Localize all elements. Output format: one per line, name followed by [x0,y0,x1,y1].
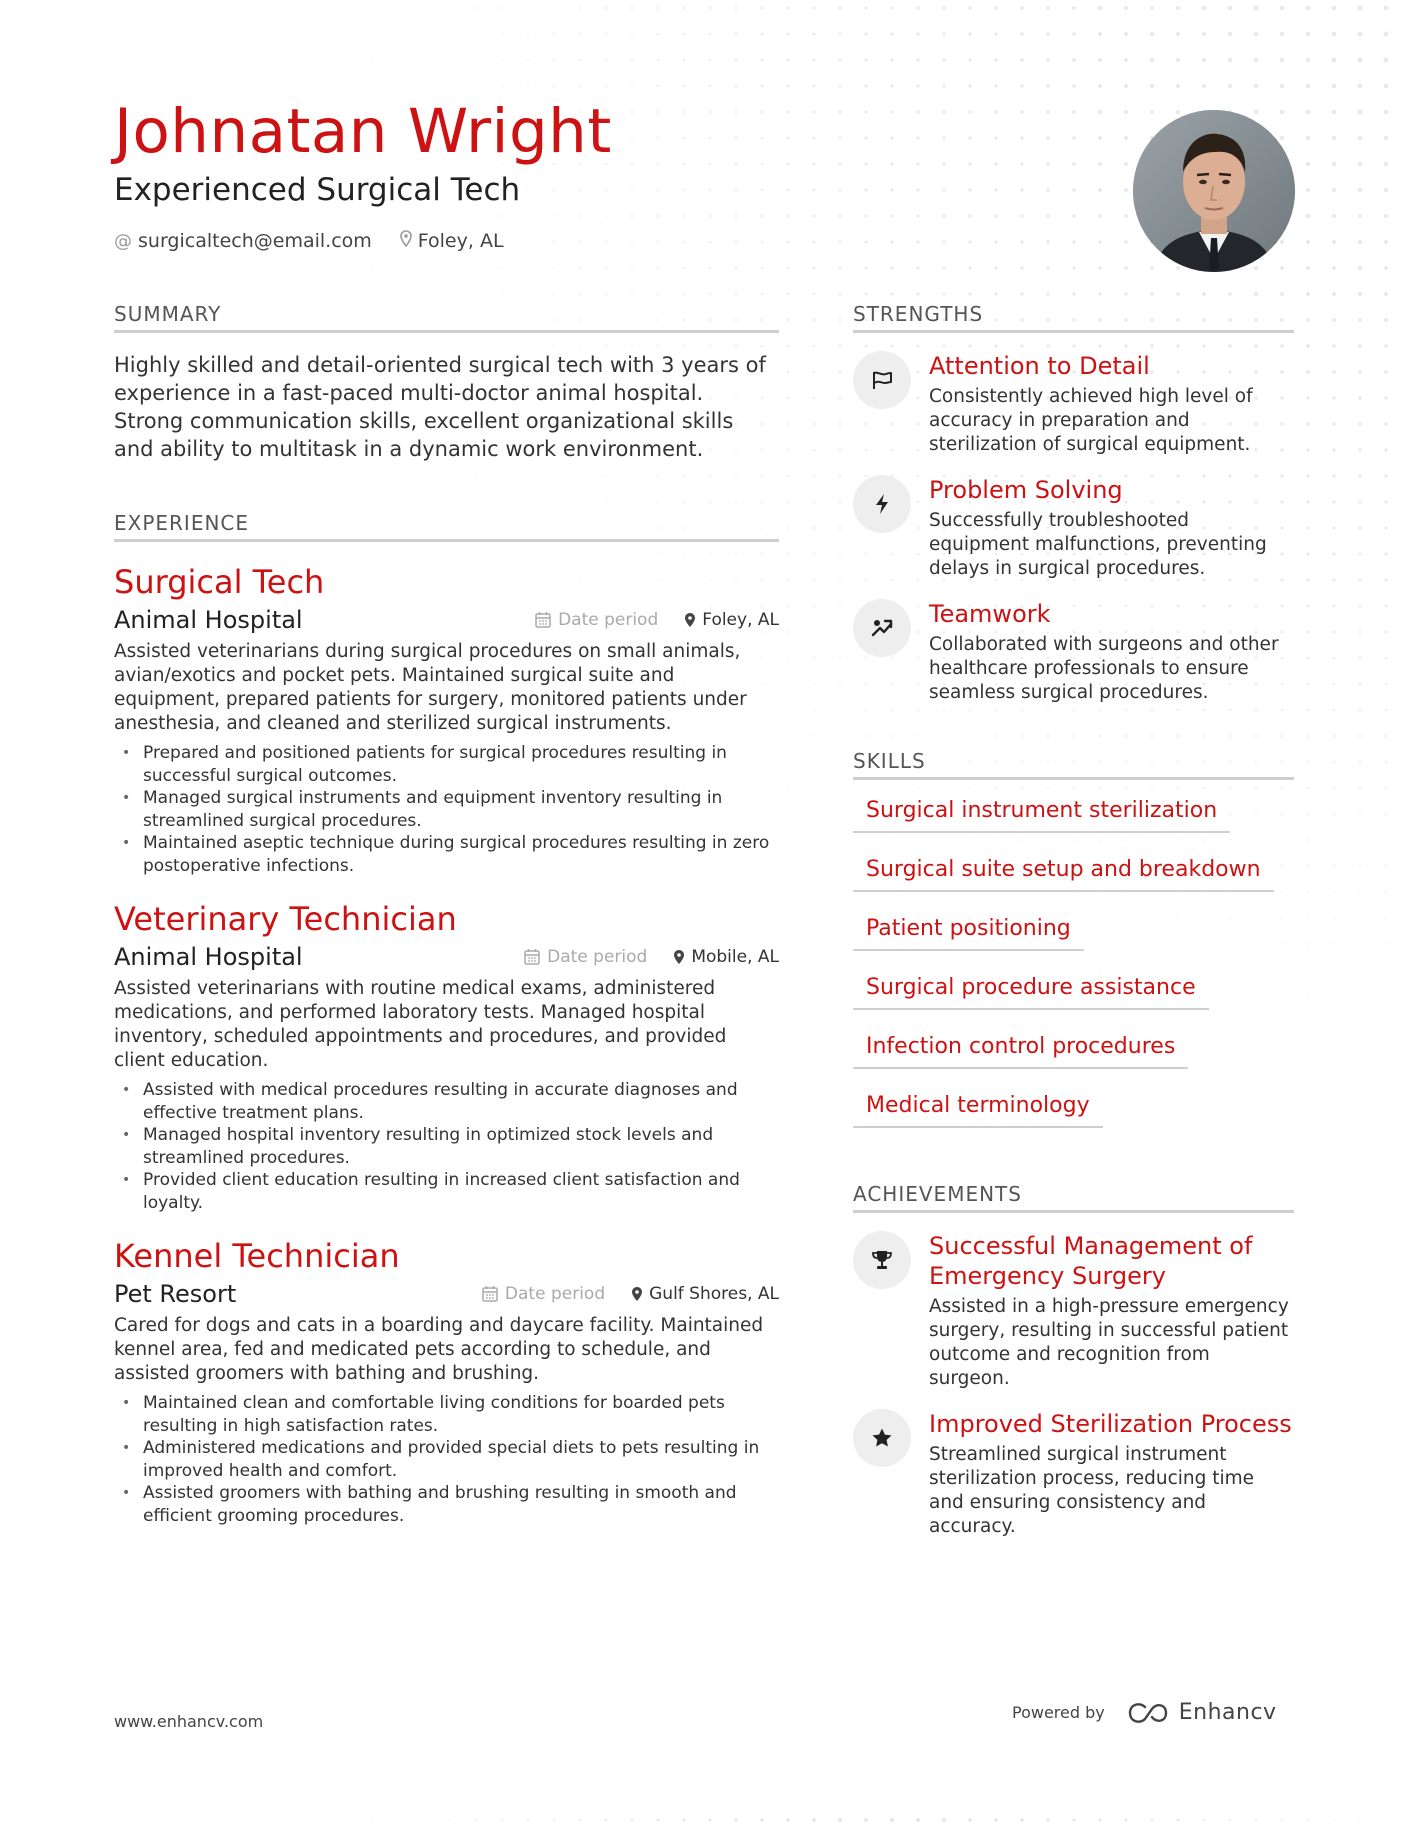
skill-tag: Surgical suite setup and breakdown [853,853,1274,892]
achievement-list [853,1231,1294,1539]
skills-heading: SKILLS [853,749,1294,780]
strength-item-body [929,351,1294,457]
job-location [673,947,779,967]
skill-tag: Surgical procedure assistance [853,971,1209,1010]
strength-item-title: Attention to Detail [929,352,1150,380]
job-title: Surgical Tech [114,563,325,601]
job-date-text: Date period [547,946,648,967]
job-location [631,1284,779,1304]
job-list [114,562,779,1527]
strength-item [853,599,1294,705]
job-bullet: • Provided client education resulting in increased client satisfaction and loyalty. [114,1169,779,1214]
job-entry [114,899,779,1214]
summary-section [114,302,779,463]
job-company: Animal Hospital [114,606,303,634]
skill-tag: Medical terminology [853,1089,1103,1128]
job-date [535,610,658,630]
skills-section [853,749,1294,1128]
at-icon: @ [114,230,132,252]
footer-website[interactable]: www.enhancv.com [114,1712,264,1731]
experience-section [114,511,779,1527]
calendar-icon [535,611,551,628]
contact-row [114,230,874,252]
candidate-name: Johnatan Wright [114,96,612,167]
experience-heading: EXPERIENCE [114,511,779,542]
star-icon [853,1409,911,1467]
job-date-text: Date period [558,609,659,630]
job-bullet: • Assisted with medical procedures resulting in accurate diagnoses and effective treatment plans. [114,1079,779,1124]
job-description: Assisted veterinarians during surgical procedures on small animals, avian/exotics and pocket pets. Maintained surgical suite and equipment, prepared patients for surgery, monitored patients under anesthesia, and cleaned and sterilized surgical instruments. [114,641,747,734]
achievement-item [853,1409,1294,1539]
achievement-item-body [929,1231,1294,1391]
strength-item [853,475,1294,581]
job-location-text: Mobile, AL [691,946,779,967]
job-entry [114,562,779,877]
job-meta [114,1278,779,1310]
left-column [114,302,779,1527]
skill-list [853,794,1294,1128]
strengths-heading: STRENGTHS [853,302,1294,333]
job-meta [114,941,779,973]
job-company: Pet Resort [114,1280,237,1308]
footer-branding [1012,1700,1277,1725]
job-bullet: • Prepared and positioned patients for surgical procedures resulting in successful surgical outcomes. [114,742,779,787]
job-bullet: • Maintained clean and comfortable living conditions for boarded pets resulting in high satisfaction rates. [114,1392,779,1437]
location-text: Foley, AL [417,230,504,252]
calendar-icon [524,948,540,965]
strength-list [853,351,1294,705]
achievement-item-title: Improved Sterilization Process [929,1410,1292,1438]
job-bullets [114,1392,779,1527]
summary-heading: SUMMARY [114,302,779,333]
location-pin-icon [673,949,685,965]
job-meta [114,604,779,636]
job-date-text: Date period [504,1283,606,1304]
strength-item-title: Problem Solving [929,476,1123,504]
right-column [853,302,1294,1539]
skill-tag: Patient positioning [853,912,1084,951]
strength-item [853,351,1294,457]
location-pin-icon [631,1286,643,1302]
job-date [524,947,647,967]
job-info [524,947,779,967]
enhancv-logo-icon [1125,1701,1171,1725]
job-bullet: • Maintained aseptic technique during surgical procedures resulting in zero postoperative infections. [114,832,779,877]
job-info [535,610,779,630]
strengths-section [853,302,1294,705]
powered-by-label: Powered by [1012,1703,1105,1722]
job-entry [114,1236,779,1527]
job-bullet: • Managed surgical instruments and equipment inventory resulting in streamlined surgical procedures. [114,787,779,832]
lightning-icon [853,475,911,533]
job-location [684,610,779,630]
job-location-text: Foley, AL [702,609,779,630]
contact-location [400,230,504,252]
job-date [482,1284,605,1304]
enhancv-logo[interactable] [1125,1700,1277,1725]
job-title: Veterinary Technician [114,900,457,938]
profile-photo [1133,110,1295,272]
job-bullet: • Administered medications and provided special diets to pets resulting in improved health and comfort. [114,1437,779,1482]
trophy-icon [853,1231,911,1289]
achievements-heading: ACHIEVEMENTS [853,1182,1294,1213]
achievement-item-description: Assisted in a high-pressure emergency surgery, resulting in successful patient outcome and recognition from surgeon. [929,1296,1289,1389]
achievement-item-body [929,1409,1294,1539]
achievement-item [853,1231,1294,1391]
contact-email[interactable] [114,230,372,252]
achievement-item-title: Successful Management of Emergency Surgery [929,1232,1253,1290]
job-info [482,1284,779,1304]
location-pin-icon [400,230,412,252]
handshake-icon [853,599,911,657]
job-location-text: Gulf Shores, AL [649,1283,779,1304]
strength-item-description: Collaborated with surgeons and other healthcare professionals to ensure seamless surgical procedures. [929,634,1279,703]
calendar-icon [482,1285,498,1302]
job-company: Animal Hospital [114,943,303,971]
job-description: Assisted veterinarians with routine medical exams, administered medications, and performed laboratory tests. Managed hospital inventory, scheduled appointments and procedures, and provided client education. [114,978,727,1071]
email-text: surgicaltech@email.com [138,230,372,252]
strength-item-body [929,475,1294,581]
strength-item-description: Consistently achieved high level of accuracy in preparation and sterilization of surgical equipment. [929,386,1253,455]
resume-header [114,96,874,252]
strength-item-title: Teamwork [929,600,1051,628]
candidate-title: Experienced Surgical Tech [114,172,521,208]
job-bullets [114,1079,779,1214]
flag-icon [853,351,911,409]
strength-item-description: Successfully troubleshooted equipment malfunctions, preventing delays in surgical procedures. [929,510,1267,579]
skill-tag: Surgical instrument sterilization [853,794,1230,833]
skill-tag: Infection control procedures [853,1030,1188,1069]
job-description: Cared for dogs and cats in a boarding and daycare facility. Maintained kennel area, fed and medicated pets according to schedule, and assisted groomers with bathing and brushing. [114,1315,764,1384]
job-bullet: • Managed hospital inventory resulting in optimized stock levels and streamlined procedures. [114,1124,779,1169]
brand-name: Enhancv [1178,1700,1277,1725]
achievements-section [853,1182,1294,1539]
summary-text: Highly skilled and detail-oriented surgical tech with 3 years of experience in a fast-paced multi-doctor animal hospital. Strong communication skills, excellent organizational skills and ability to multitask in a dynamic work environment. [114,353,766,461]
strength-item-body [929,599,1294,705]
location-pin-icon [684,612,696,628]
job-bullet: • Assisted groomers with bathing and brushing resulting in smooth and efficient grooming procedures. [114,1482,779,1527]
job-title: Kennel Technician [114,1237,400,1275]
achievement-item-description: Streamlined surgical instrument sterilization process, reducing time and ensuring consistency and accuracy. [929,1444,1255,1537]
job-bullets [114,742,779,877]
